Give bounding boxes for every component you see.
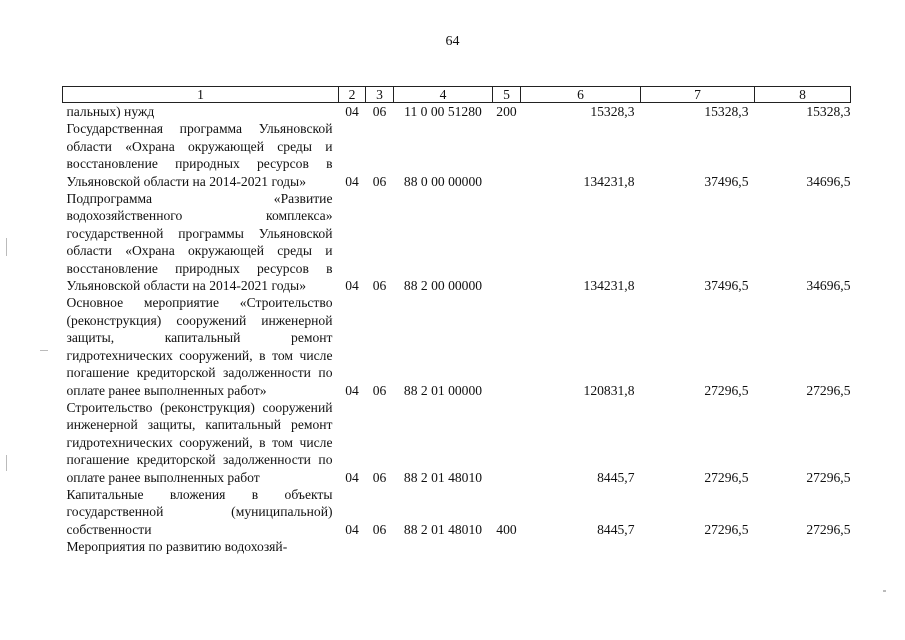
subsection-code [366,538,394,555]
expense-type-code: 400 [496,521,517,537]
target-article-code [394,538,493,555]
table-row [63,120,851,190]
row-name: Основное мероприятие «Строительство (реконструкция) сооружений инженерной защиты, капитальный ремонт гидротехнических сооружений, в том числе погашение кредиторской задолженности по оплате ранее выполненных работ» [66,295,333,398]
section-code: 04 [345,104,359,119]
subsection-code: 06 [372,104,387,119]
amount-col6: 8445,7 [597,469,635,485]
expense-type-code [493,120,521,190]
amount-col7 [641,538,755,555]
amount-col6: 134231,8 [583,278,635,294]
expense-type-code: 200 [496,104,517,119]
column-header: 8 [755,87,851,103]
budget-table [62,86,851,556]
row-name: Государственная программа Ульяновской области «Охрана окружающей среды и восстановление природных ресурсов в Ульяновской области на 2014-2021 годы» [66,121,333,189]
amount-col7: 27296,5 [704,521,749,537]
table-row [63,294,851,398]
target-article-code: 88 2 01 48010 [403,469,483,485]
page-number: 64 [445,34,460,49]
table-row [63,190,851,294]
expense-type-code [493,294,521,398]
scan-speck [40,350,48,351]
table-row [63,538,851,555]
target-article-code: 88 2 00 00000 [403,278,483,294]
amount-col6: 15328,3 [590,104,635,119]
column-header: 2 [339,87,366,103]
table-row [63,103,851,121]
section-code: 04 [345,278,359,294]
row-name: Капитальные вложения в объекты государственной (муниципальной) собственности [66,486,333,537]
section-code: 04 [345,382,359,398]
scan-speck [6,238,7,256]
scan-speck [883,590,886,592]
column-number-header [63,87,851,103]
target-article-code: 11 0 00 51280 [404,104,482,119]
section-code: 04 [345,469,359,485]
amount-col6: 120831,8 [583,382,635,398]
amount-col8: 34696,5 [806,173,851,189]
amount-col8: 27296,5 [806,469,851,485]
amount-col7: 27296,5 [704,469,749,485]
table-row [63,399,851,486]
section-code: 04 [345,173,359,189]
expense-type-code [493,399,521,486]
row-name: Мероприятия по развитию водохозяй- [66,539,288,555]
amount-col7: 15328,3 [704,104,749,119]
amount-col8 [755,538,851,555]
amount-col7: 37496,5 [704,278,749,294]
section-code [339,538,366,555]
amount-col6 [521,538,641,555]
amount-col7: 37496,5 [704,173,749,189]
column-header: 7 [641,87,755,103]
table-row [63,486,851,538]
subsection-code: 06 [372,173,387,189]
column-header: 5 [493,87,521,103]
row-name: Строительство (реконструкция) сооружений инженерной защиты, капитальный ремонт гидротехнических сооружений, в том числе погашение кредиторской задолженности по оплате ранее выполненных работ [66,399,333,485]
row-name: пальных) нужд [66,104,155,119]
amount-col8: 34696,5 [806,278,851,294]
subsection-code: 06 [372,521,387,537]
subsection-code: 06 [372,278,387,294]
target-article-code: 88 2 01 00000 [403,382,483,398]
section-code: 04 [345,521,359,537]
amount-col6: 134231,8 [583,173,635,189]
target-article-code: 88 2 01 48010 [403,521,483,537]
expense-type-code [493,538,521,555]
expense-type-code [493,190,521,294]
column-header: 4 [394,87,493,103]
target-article-code: 88 0 00 00000 [403,173,483,189]
amount-col8: 27296,5 [806,382,851,398]
column-header: 1 [63,87,339,103]
column-header: 6 [521,87,641,103]
column-header: 3 [366,87,394,103]
subsection-code: 06 [372,382,387,398]
scan-speck [6,455,7,471]
amount-col8: 15328,3 [806,104,851,119]
amount-col6: 8445,7 [597,521,635,537]
amount-col7: 27296,5 [704,382,749,398]
amount-col8: 27296,5 [806,521,851,537]
row-name: Подпрограмма «Развитие водохозяйственного комплекса» государственной программы Ульяновской области «Охрана окружающей среды и восстановление природных ресурсов в Ульяновской области на 2014-2021 годы» [66,191,333,294]
subsection-code: 06 [372,469,387,485]
